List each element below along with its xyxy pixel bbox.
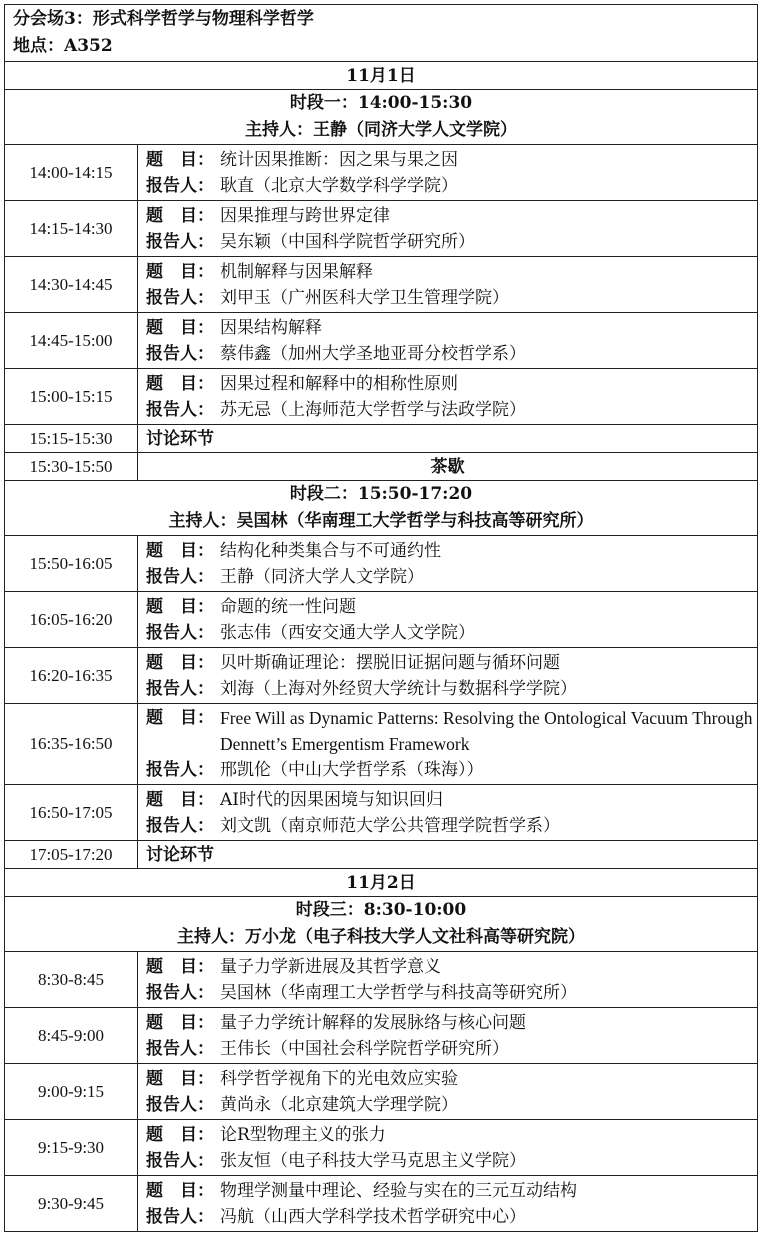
talk-speaker: 苏无忌（上海师范大学哲学与法政学院） <box>220 399 526 420</box>
talk-cell <box>138 648 758 704</box>
talk-speaker: 蔡伟鑫（加州大学圣地亚哥分校哲学系） <box>220 343 526 364</box>
session-time: 时段三：8:30-10:00 <box>295 900 467 920</box>
speaker-label: 报告人： <box>146 1206 214 1227</box>
discussion-label: 讨论环节 <box>138 841 758 869</box>
schedule-table <box>4 4 758 1232</box>
speaker-label: 报告人： <box>146 287 214 308</box>
talk-speaker: 刘甲玉（广州医科大学卫生管理学院） <box>220 287 509 308</box>
title-label: 题 目： <box>146 317 214 338</box>
talk-cell <box>138 952 758 1008</box>
talk-speaker: 冯航（山西大学科学技术哲学研究中心） <box>220 1206 526 1227</box>
talk-cell <box>138 1008 758 1064</box>
talk-cell <box>138 145 758 201</box>
talk-speaker: 刘海（上海对外经贸大学统计与数据科学学院） <box>220 678 577 699</box>
talk-cell <box>138 1120 758 1176</box>
speaker-label: 报告人： <box>146 566 214 587</box>
talk-cell <box>138 257 758 313</box>
title-label: 题 目： <box>146 956 214 977</box>
speaker-label: 报告人： <box>146 1038 214 1059</box>
talk-time: 16:35-16:50 <box>5 704 138 785</box>
speaker-label: 报告人： <box>146 622 214 643</box>
title-label: 题 目： <box>146 652 214 673</box>
talk-speaker: 耿直（北京大学数学科学学院） <box>220 175 458 196</box>
talk-speaker: 吴东颖（中国科学院哲学研究所） <box>220 231 475 252</box>
talk-title: 因果结构解释 <box>220 317 322 338</box>
discussion-time: 17:05-17:20 <box>5 841 138 869</box>
session-header <box>5 481 758 536</box>
venue-header <box>5 5 758 62</box>
talk-title: AI时代的因果困境与知识回归 <box>220 789 443 810</box>
talk-title: 结构化种类集合与不可通约性 <box>220 540 441 561</box>
talk-time: 9:30-9:45 <box>5 1176 138 1232</box>
title-label: 题 目： <box>146 540 214 561</box>
talk-cell <box>138 785 758 841</box>
talk-title: 贝叶斯确证理论：摆脱旧证据问题与循环问题 <box>220 652 560 673</box>
talk-cell <box>138 1064 758 1120</box>
discussion-label: 讨论环节 <box>138 425 758 453</box>
speaker-label: 报告人： <box>146 1094 214 1115</box>
talk-title: 命题的统一性问题 <box>220 596 356 617</box>
speaker-label: 报告人： <box>146 399 214 420</box>
talk-cell <box>138 592 758 648</box>
talk-speaker: 邢凯伦（中山大学哲学系（珠海）） <box>220 760 484 780</box>
talk-title: 物理学测量中理论、经验与实在的三元互动结构 <box>220 1180 577 1201</box>
session-header <box>5 897 758 952</box>
title-label: 题 目： <box>146 789 214 810</box>
talk-title: 量子力学新进展及其哲学意义 <box>220 956 441 977</box>
talk-time: 14:00-14:15 <box>5 145 138 201</box>
session-header <box>5 90 758 145</box>
talk-cell <box>138 1176 758 1232</box>
day-date: 11月1日 <box>5 62 758 90</box>
talk-speaker: 吴国林（华南理工大学哲学与科技高等研究所） <box>220 982 577 1003</box>
talk-title: 统计因果推断：因之果与果之因 <box>220 149 458 170</box>
talk-time: 15:50-16:05 <box>5 536 138 592</box>
session-time: 时段二：15:50-17:20 <box>289 484 473 504</box>
header-row <box>5 5 758 62</box>
talk-title: Free Will as Dynamic Patterns: Resolving the Ontological Vacuum Through Dennett’s Emergentism Framework <box>220 708 753 754</box>
speaker-label: 报告人： <box>146 760 214 780</box>
speaker-label: 报告人： <box>146 815 214 836</box>
talk-title: 因果推理与跨世界定律 <box>220 205 390 226</box>
discussion-time: 15:15-15:30 <box>5 425 138 453</box>
talk-time: 8:45-9:00 <box>5 1008 138 1064</box>
speaker-label: 报告人： <box>146 1150 214 1171</box>
speaker-label: 报告人： <box>146 343 214 364</box>
talk-time: 8:30-8:45 <box>5 952 138 1008</box>
talk-title: 科学哲学视角下的光电效应实验 <box>220 1068 458 1089</box>
title-label: 题 目： <box>146 1068 214 1089</box>
talk-speaker: 张友恒（电子科技大学马克思主义学院） <box>220 1150 526 1171</box>
talk-speaker: 张志伟（西安交通大学人文学院） <box>220 622 475 643</box>
session-host: 主持人：王静（同济大学人文学院） <box>245 120 517 140</box>
title-label: 题 目： <box>146 261 214 282</box>
break-time: 15:30-15:50 <box>5 453 138 481</box>
talk-cell <box>138 201 758 257</box>
talk-time: 14:30-14:45 <box>5 257 138 313</box>
talk-speaker: 刘文凯（南京师范大学公共管理学院哲学系） <box>220 815 560 836</box>
venue-title: 分会场3：形式科学哲学与物理科学哲学 <box>13 9 314 29</box>
talk-cell <box>138 704 758 785</box>
talk-title: 论R型物理主义的张力 <box>220 1124 386 1145</box>
title-label: 题 目： <box>146 205 214 226</box>
venue-location: 地点：A352 <box>13 36 113 56</box>
talk-cell <box>138 313 758 369</box>
talk-time: 16:20-16:35 <box>5 648 138 704</box>
session-host: 主持人：万小龙（电子科技大学人文社科高等研究院） <box>177 927 585 947</box>
talk-speaker: 王伟长（中国社会科学院哲学研究所） <box>220 1038 509 1059</box>
title-label: 题 目： <box>146 708 214 728</box>
session-host: 主持人：吴国林（华南理工大学哲学与科技高等研究所） <box>168 511 594 531</box>
talk-time: 16:50-17:05 <box>5 785 138 841</box>
title-label: 题 目： <box>146 596 214 617</box>
title-label: 题 目： <box>146 1124 214 1145</box>
speaker-label: 报告人： <box>146 175 214 196</box>
speaker-label: 报告人： <box>146 982 214 1003</box>
talk-title: 因果过程和解释中的相称性原则 <box>220 373 458 394</box>
talk-cell <box>138 369 758 425</box>
talk-time: 15:00-15:15 <box>5 369 138 425</box>
speaker-label: 报告人： <box>146 678 214 699</box>
title-label: 题 目： <box>146 149 214 170</box>
talk-time: 9:00-9:15 <box>5 1064 138 1120</box>
talk-speaker: 王静（同济大学人文学院） <box>220 566 424 587</box>
break-label: 茶歇 <box>138 453 758 481</box>
day-date: 11月2日 <box>5 869 758 897</box>
talk-time: 14:15-14:30 <box>5 201 138 257</box>
speaker-label: 报告人： <box>146 231 214 252</box>
talk-time: 14:45-15:00 <box>5 313 138 369</box>
talk-time: 16:05-16:20 <box>5 592 138 648</box>
title-label: 题 目： <box>146 373 214 394</box>
talk-speaker: 黄尚永（北京建筑大学理学院） <box>220 1094 458 1115</box>
title-label: 题 目： <box>146 1012 214 1033</box>
talk-cell <box>138 536 758 592</box>
title-label: 题 目： <box>146 1180 214 1201</box>
talk-title: 量子力学统计解释的发展脉络与核心问题 <box>220 1012 526 1033</box>
talk-title: 机制解释与因果解释 <box>220 261 373 282</box>
talk-time: 9:15-9:30 <box>5 1120 138 1176</box>
session-time: 时段一：14:00-15:30 <box>289 93 473 113</box>
